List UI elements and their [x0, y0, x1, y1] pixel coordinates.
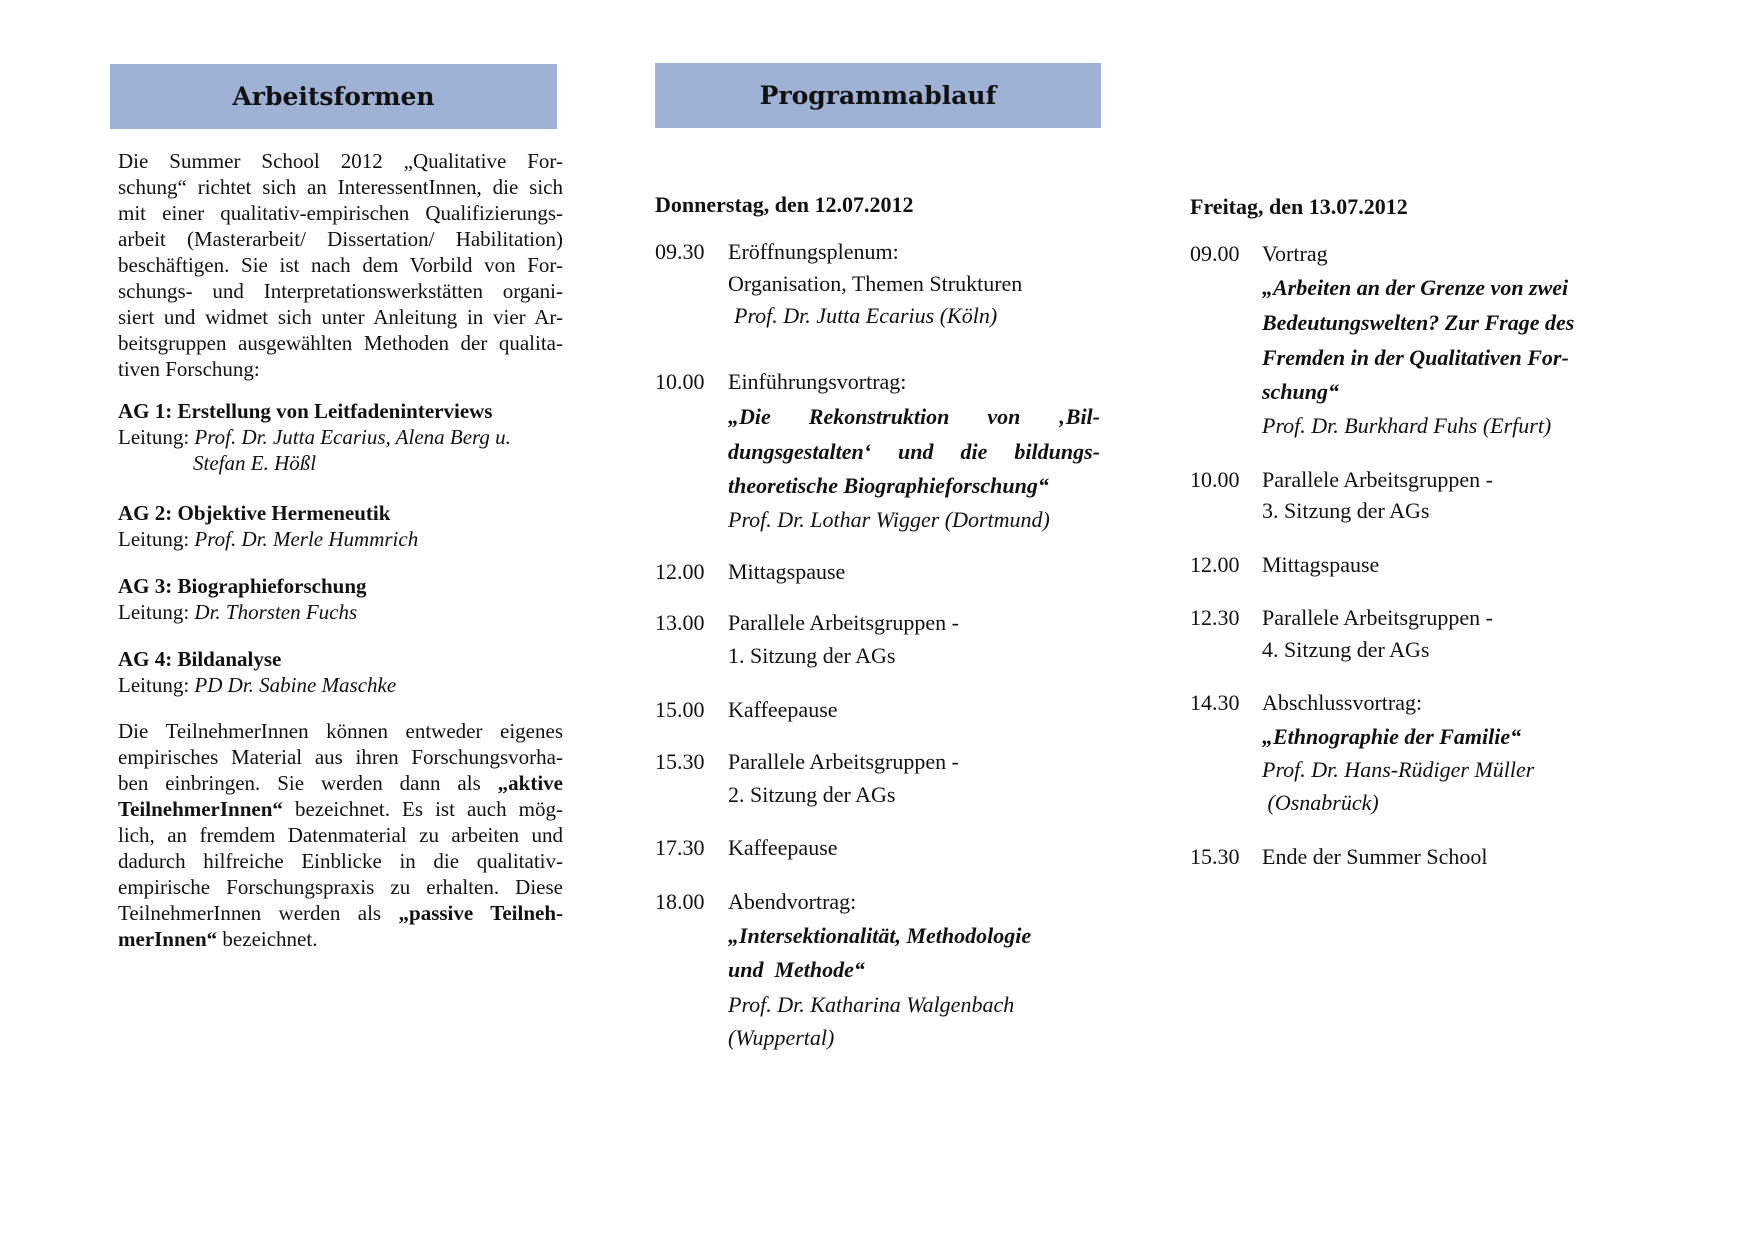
item-title: Parallele Arbeitsgruppen -	[728, 610, 959, 635]
lead-names: Dr. Thorsten Fuchs	[194, 600, 358, 624]
section-header-arbeitsformen	[110, 64, 557, 129]
text-line: empirisches Material aus ihren Forschungsvorha-	[118, 745, 563, 769]
text-line	[118, 796, 563, 822]
item-title: Abendvortrag:	[728, 889, 857, 914]
text-segment: TeilnehmerInnen werden als	[118, 901, 382, 925]
time: 09.00	[1190, 241, 1240, 266]
lead-names: Prof. Dr. Merle Hummrich	[194, 527, 419, 551]
talk-title-line: und Methode“	[728, 957, 865, 982]
text-segment-bold: TeilnehmerInnen“	[118, 797, 283, 821]
item-subtitle: 4. Sitzung der AGs	[1262, 637, 1430, 662]
time: 10.00	[1190, 467, 1240, 492]
item-title: Mittagspause	[728, 559, 846, 584]
speaker: Prof. Dr. Lothar Wigger (Dortmund)	[728, 507, 1050, 532]
text-segment-bold: „aktive	[497, 771, 563, 795]
day-heading: Freitag, den 13.07.2012	[1190, 194, 1408, 219]
time: 15.00	[655, 697, 705, 722]
item-subtitle: 2. Sitzung der AGs	[728, 782, 896, 807]
working-group-2	[118, 500, 563, 552]
text-line: tiven Forschung:	[118, 357, 260, 381]
text-line: siert und widmet sich unter Anleitung in vier Ar-	[118, 305, 563, 329]
talk-title-line: „Intersektionalität, Methodologie	[728, 923, 1032, 948]
speaker: Prof. Dr. Hans-Rüdiger Müller	[1262, 757, 1535, 782]
speaker: Prof. Dr. Katharina Walgenbach	[728, 992, 1015, 1017]
text-line	[118, 926, 563, 952]
day-heading: Donnerstag, den 12.07.2012	[655, 192, 914, 217]
group-title: AG 4: Bildanalyse	[118, 647, 282, 671]
text-line: beitsgruppen ausgewählten Methoden der qualita-	[118, 331, 563, 355]
time: 12.00	[655, 559, 705, 584]
time: 12.30	[1190, 605, 1240, 630]
section-title: Programmablauf	[759, 81, 997, 110]
lead-names: Prof. Dr. Jutta Ecarius, Alena Berg u.	[194, 425, 511, 449]
section-header-programmablauf	[655, 63, 1101, 128]
talk-title-line: „Ethnographie der Familie“	[1262, 724, 1522, 749]
text-line: lich, an fremdem Datenmaterial zu arbeiten und	[118, 823, 563, 847]
group-title: AG 2: Objektive Hermeneutik	[118, 501, 391, 525]
group-title: AG 3: Biographieforschung	[118, 574, 367, 598]
item-title: Parallele Arbeitsgruppen -	[1262, 605, 1493, 630]
text-line: beschäftigen. Sie ist nach dem Vorbild von For-	[118, 253, 563, 277]
text-line: empirische Forschungspraxis zu erhalten. Diese	[118, 875, 563, 899]
lead-names-cont: Stefan E. Hößl	[193, 451, 317, 475]
time: 09.30	[655, 239, 705, 264]
item-title: Kaffeepause	[728, 835, 838, 860]
working-group-1	[118, 398, 563, 476]
arbeitsformen-column	[118, 148, 563, 952]
talk-title-line: theoretische Biographieforschung“	[728, 473, 1049, 498]
working-group-3	[118, 573, 563, 625]
time: 18.00	[655, 889, 705, 914]
text-segment: bezeichnet.	[217, 927, 318, 951]
text-segment: ben einbringen. Sie werden dann als	[118, 771, 481, 795]
group-title: AG 1: Erstellung von Leitfadeninterviews	[118, 399, 493, 423]
talk-title-line: Bedeutungswelten? Zur Frage des	[1262, 310, 1575, 335]
item-title: Parallele Arbeitsgruppen -	[1262, 467, 1493, 492]
text-line	[118, 900, 563, 926]
text-line: schungs- und Interpretationswerkstätten organi-	[118, 279, 563, 303]
lead-label: Leitung:	[118, 425, 190, 449]
section-title: Arbeitsformen	[232, 82, 435, 111]
text-line: schung“ richtet sich an InteressentInnen, die sich	[118, 175, 563, 199]
time: 10.00	[655, 369, 705, 394]
speaker-affiliation: (Osnabrück)	[1262, 790, 1379, 815]
item-title: Kaffeepause	[728, 697, 838, 722]
time: 12.00	[1190, 552, 1240, 577]
item-subtitle: 1. Sitzung der AGs	[728, 643, 896, 668]
working-group-4	[118, 646, 563, 698]
item-title: Ende der Summer School	[1262, 844, 1488, 869]
text-line: arbeit (Masterarbeit/ Dissertation/ Habilitation)	[118, 227, 563, 251]
item-subtitle: 3. Sitzung der AGs	[1262, 498, 1430, 523]
talk-title-line: schung“	[1262, 379, 1340, 404]
text-segment-bold: „passive Teilneh-	[398, 901, 563, 925]
item-title: Mittagspause	[1262, 552, 1380, 577]
item-subtitle: Organisation, Themen Strukturen	[728, 271, 1023, 296]
text-segment-bold: merInnen“	[118, 927, 218, 951]
item-title: Parallele Arbeitsgruppen -	[728, 749, 959, 774]
time: 13.00	[655, 610, 705, 635]
speaker-affiliation: (Wuppertal)	[728, 1025, 835, 1050]
item-title: Abschlussvortrag:	[1262, 690, 1423, 715]
text-line: Die TeilnehmerInnen können entweder eigenes	[118, 719, 563, 743]
text-line: dadurch hilfreiche Einblicke in die qualitativ-	[118, 849, 563, 873]
talk-title-line: „Die Rekonstruktion von ‚Bil-	[728, 404, 1100, 429]
time: 14.30	[1190, 690, 1240, 715]
time: 15.30	[1190, 844, 1240, 869]
item-title: Vortrag	[1262, 241, 1328, 266]
text-line	[118, 770, 563, 796]
time: 17.30	[655, 835, 705, 860]
lead-label: Leitung:	[118, 673, 190, 697]
text-line: mit einer qualitativ-empirischen Qualifizierungs-	[118, 201, 563, 225]
lead-names: PD Dr. Sabine Maschke	[194, 673, 397, 697]
text-segment: bezeichnet. Es ist auch mög-	[282, 797, 563, 821]
item-title: Eröffnungsplenum:	[728, 239, 899, 264]
talk-title-line: dungsgestalten‘ und die bildungs-	[728, 439, 1100, 464]
outro-paragraph	[118, 718, 563, 952]
lead-label: Leitung:	[118, 527, 190, 551]
speaker: Prof. Dr. Burkhard Fuhs (Erfurt)	[1262, 413, 1552, 438]
time: 15.30	[655, 749, 705, 774]
talk-title-line: „Arbeiten an der Grenze von zwei	[1262, 275, 1569, 300]
lead-label: Leitung:	[118, 600, 190, 624]
talk-title-line: Fremden in der Qualitativen For-	[1262, 345, 1569, 370]
item-title: Einführungsvortrag:	[728, 369, 907, 394]
speaker: Prof. Dr. Jutta Ecarius (Köln)	[734, 303, 998, 328]
text-line: Die Summer School 2012 „Qualitative For-	[118, 149, 563, 173]
intro-paragraph	[118, 148, 563, 382]
